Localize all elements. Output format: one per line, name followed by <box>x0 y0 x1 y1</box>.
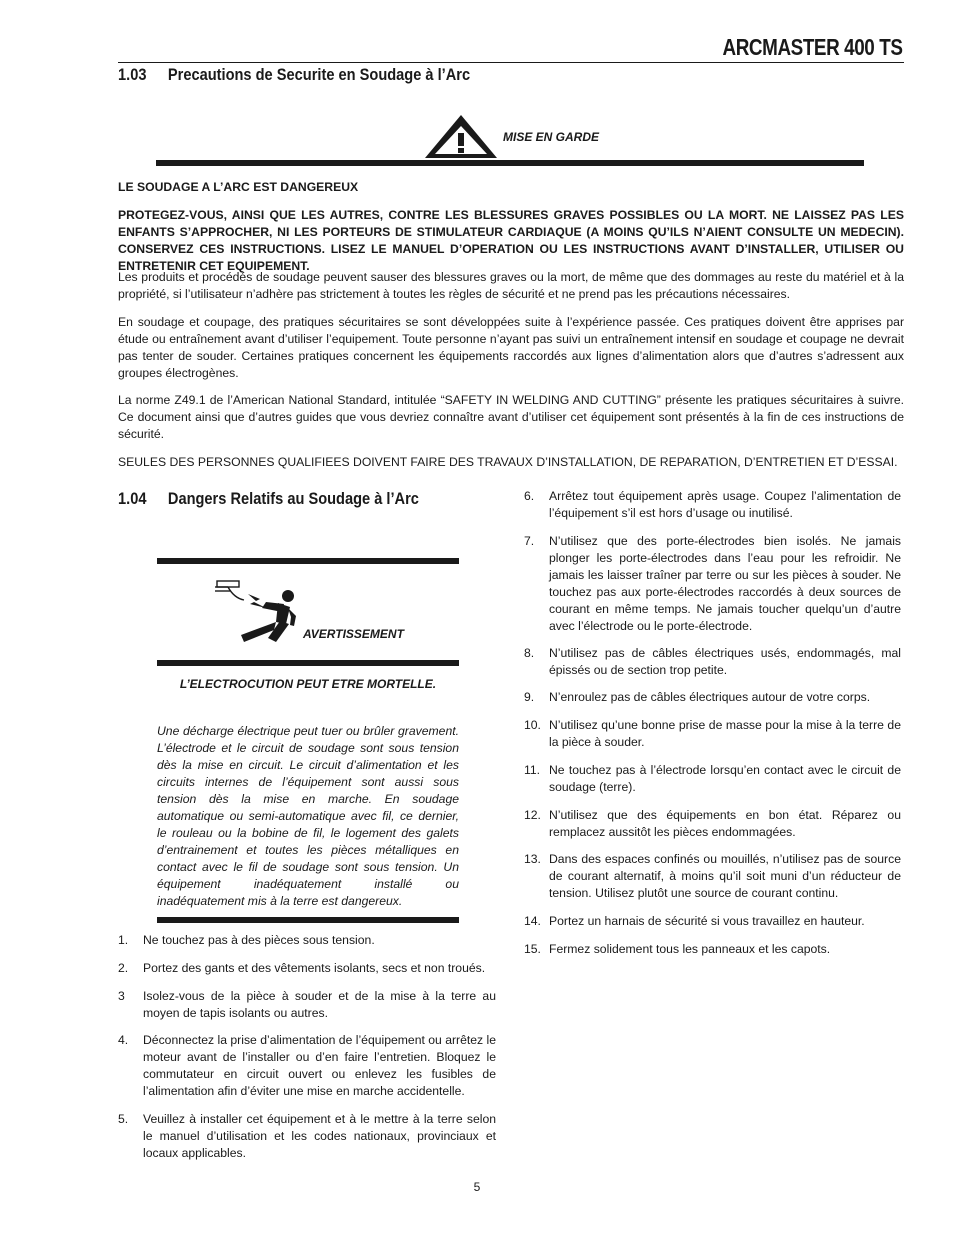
list-item: 5. Veuillez à installer cet équipement et à le mettre à la terre selon le manuel d’utilisation et les codes nationaux, provinciaux et locaux applicables. <box>118 1112 496 1160</box>
list-item: 14. Portez un harnais de sécurité si vous travaillez en hauteur. <box>524 914 865 928</box>
section-103-heading <box>118 65 470 85</box>
list-item: 8. N’utilisez pas de câbles électriques usés, endommagés, mal épissés ou de section trop petite. <box>524 646 901 677</box>
electrocution-heading: L’ELECTROCUTION PEUT ETRE MORTELLE. <box>179 677 437 691</box>
list-item: 10. N’utilisez qu’une bonne prise de masse pour la mise à la terre de la pièce à souder. <box>524 718 901 749</box>
warning-bar <box>156 160 864 166</box>
hazard-list-right <box>524 488 901 958</box>
bold-warning-paragraph: PROTEGEZ-VOUS, AINSI QUE LES AUTRES, CONTRE LES BLESSURES GRAVES POSSIBLES OU LA MORT. NE LAISSEZ PAS LES ENFANTS S’APPROCHER, NI LES PORTEURS DE STIMULATEUR CARDIAQUE (A MOINS QU’ILS N’AIENT CONSULTE UN MEDECIN). CONSERVEZ CES INSTRUCTIONS. LISEZ LE MANUEL D’OPERATION OU LES INSTRUCTIONS AVANT D’INSTALLER, UTILISER OU ENTRETENIR CET EQUIPEMENT. <box>118 208 904 273</box>
header-rule <box>118 62 904 63</box>
shock-box-mid-bar <box>157 660 459 666</box>
paragraph-4: SEULES DES PERSONNES QUALIFIEES DOIVENT FAIRE DES TRAVAUX D’INSTALLATION, DE REPARATION, D’ENTRETIEN ET D’ESSAI. <box>118 455 898 469</box>
list-item: 1. Ne touchez pas à des pièces sous tension. <box>118 933 375 947</box>
warning-triangle-icon <box>424 114 498 159</box>
list-item: 4. Déconnectez la prise d’alimentation de l’équipement ou arrêtez le moteur avant de l’installer ou d’en faire l’entretien. Bloquez le commutateur en circuit ouvert ou enlevez les fusibles de l’alimentation afin d’éviter une mise en marche accidentelle. <box>118 1033 496 1098</box>
section-103-number: 1.03 <box>118 65 147 84</box>
hazard-list-left <box>118 932 496 1172</box>
section-104-title: Dangers Relatifs au Soudage à l’Arc <box>167 489 419 508</box>
list-item: 13. Dans des espaces confinés ou mouillés, n’utilisez pas de source de courant alternatif, à moins qu’il soit muni d’un réducteur de tension. Utilisez plutôt une source de courant continu. <box>524 852 901 900</box>
shock-box-top-bar <box>157 558 459 564</box>
mise-en-garde-label: MISE EN GARDE <box>503 130 600 144</box>
danger-heading: LE SOUDAGE A L’ARC EST DANGEREUX <box>118 180 359 194</box>
document-title: ARCMASTER 400 TS <box>722 34 902 60</box>
paragraph-3: La norme Z49.1 de l’American National Standard, intitulée “SAFETY IN WELDING AND CUTTING” présente les pratiques sécuritaires à suivre. Ce document ainsi que d’autres guides que vous devriez connaître avant d’utiliser cet équipement sont présentés à la fin de ces instructions de sécurité. <box>118 393 904 441</box>
list-item: 3 Isolez-vous de la pièce à souder et de la mise à la terre au moyen de tapis isolants ou autres. <box>118 989 496 1020</box>
list-item: 7. N’utilisez que des porte-électrodes bien isolés. Ne jamais plonger les porte-électrodes dans l’eau pour les refroidir. Ne jamais les laisser traîner par terre ou sur les pièces à souder. Ne touchez pas aux porte-électrodes raccordés à deux sources de courant en même temps. Ne jamais toucher quelqu’un d’autre avec l’électrode ou le porte-électrode. <box>524 534 901 633</box>
avertissement-label: AVERTISSEMENT <box>303 627 404 641</box>
paragraph-1: Les produits et procédés de soudage peuvent sauser des blessures graves ou la mort, de même que des dommages au reste du matériel et à la propriété, si l’utilisateur n’adhère pas strictement à toutes les règles de sécurité et ne prend pas les précautions nécessaires. <box>118 270 904 301</box>
list-item: 12. N’utilisez que des équipements en bon état. Réparez ou remplacez aussitôt les pièces endommagées. <box>524 808 901 839</box>
shock-box-bottom-bar <box>157 917 459 923</box>
paragraph-2: En soudage et coupage, des pratiques sécuritaires se sont développées suite à l’expérience passée. Ces pratiques doivent être apprises par étude ou entraînement avant d’utiliser l’equipement. Toute personne n’ayant pas suivi un entraînement intensif en soudage et coupage ne devrait pas tenter de souder. Certaines pratiques concernent les équipements raccordés aux lignes d’alimentation alors que d’autres s’adressent aux groupes électrogènes. <box>118 315 904 380</box>
list-item: 2. Portez des gants et des vêtements isolants, secs et non troués. <box>118 961 486 975</box>
electric-shock-icon <box>214 578 300 644</box>
section-104-heading <box>118 489 419 509</box>
list-item: 9. N’enroulez pas de câbles électriques autour de votre corps. <box>524 690 871 704</box>
list-item: 15. Fermez solidement tous les panneaux et les capots. <box>524 942 831 956</box>
list-item: 6. Arrêtez tout équipement après usage. Coupez l’alimentation de l’équipement s’il est hors d’usage ou inutilisé. <box>524 489 901 520</box>
section-103-title: Precautions de Securite en Soudage à l’Arc <box>167 65 471 84</box>
section-104-number: 1.04 <box>118 489 147 508</box>
electrocution-warning-text: Une décharge électrique peut tuer ou brûler gravement. L’électrode et le circuit de soudage sont sous tension dès la mise en circuit. Le circuit d’alimentation et les circuits internes de l’équipement sont aussi sous tension dès la mise en marche. En soudage automatique ou semi-automatique avec fil, ce dernier, le rouleau ou la bobine de fil, le logement des galets d’entrainement et toutes les pièces métalliques en contact avec le fil de soudage sont sous tension. Un équipement inadéquatement installé ou inadéquatement mis à la terre est dangereux. <box>157 724 459 908</box>
list-item: 11. Ne touchez pas à l’électrode lorsqu’en contact avec le circuit de soudage (terre). <box>524 763 901 794</box>
page-number: 5 <box>473 1180 481 1194</box>
